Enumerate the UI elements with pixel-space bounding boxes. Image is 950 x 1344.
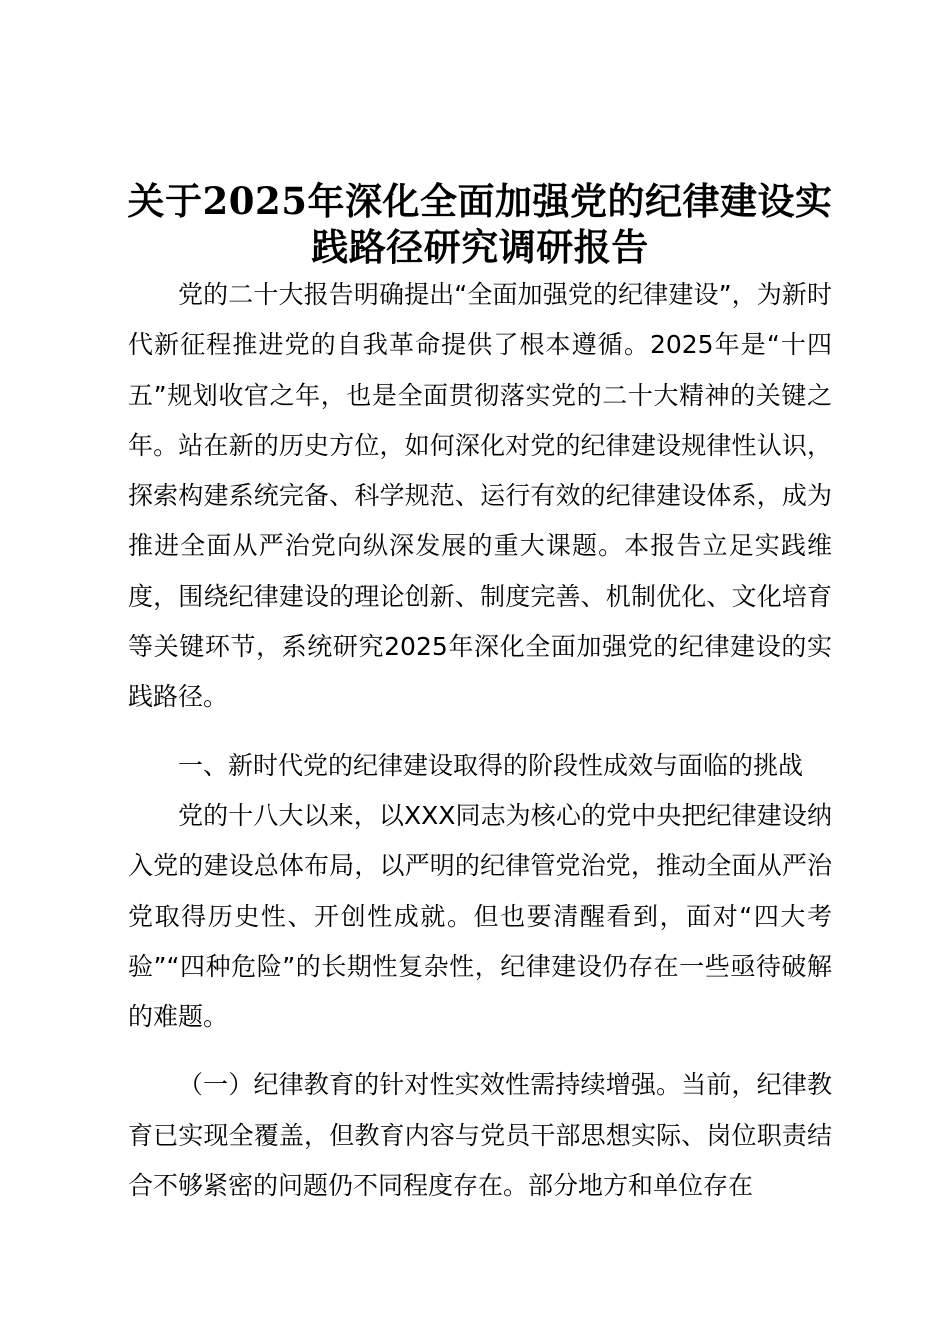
document-body [128, 178, 832, 1211]
section-1-paragraph: 党的十八大以来，以XXX同志为核心的党中央把纪律建设纳入党的建设总体布局，以严明的纪律管党治党，推动全面从严治党取得历史性、开创性成就。但也要清醒看到，面对“四大考验”“四种危险”的长期性复杂性，纪律建设仍存在一些亟待破解的难题。 [128, 800, 832, 1032]
document-title: 关于2025年深化全面加强党的纪律建设实践路径研究调研报告 [127, 179, 833, 269]
subsection-1-paragraph: （一）纪律教育的针对性实效性需持续增强。当前，纪律教育已实现全覆盖，但教育内容与党员干部思想实际、岗位职责结合不够紧密的问题仍不同程度存在。部分地方和单位存在 [128, 1070, 832, 1201]
intro-paragraph: 党的二十大报告明确提出“全面加强党的纪律建设”，为新时代新征程推进党的自我革命提供了根本遵循。2025年是“十四五”规划收官之年，也是全面贯彻落实党的二十大精神的关键之年。站在新的历史方位，如何深化对党的纪律建设规律性认识，探索构建系统完备、科学规范、运行有效的纪律建设体系，成为推进全面从严治党向纵深发展的重大课题。本报告立足实践维度，围绕纪律建设的理论创新、制度完善、机制优化、文化培育等关键环节，系统研究2025年深化全面加强党的纪律建设的实践路径。 [128, 280, 832, 712]
section-heading-1: 一、新时代党的纪律建设取得的阶段性成效与面临的挑战 [178, 750, 804, 780]
